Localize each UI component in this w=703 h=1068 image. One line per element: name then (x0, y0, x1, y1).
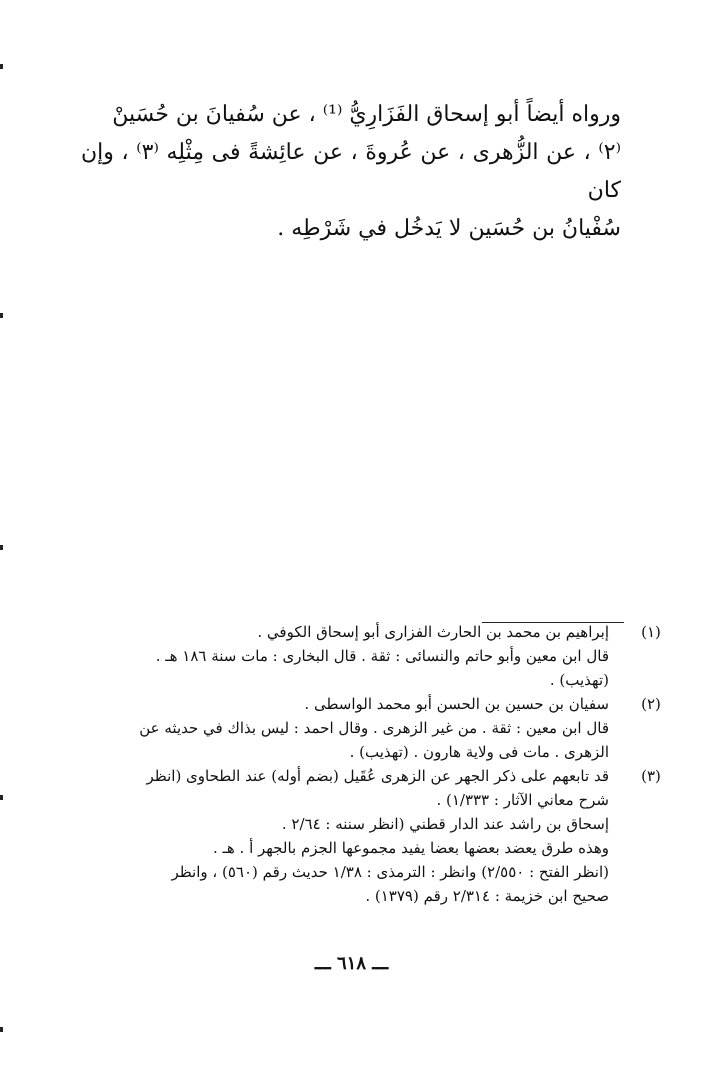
footnote-number: (٢) (641, 695, 661, 713)
footnote-line: (تهذيب) . (549, 671, 609, 689)
footnote-line: الزهرى . مات فى ولاية هارون . (تهذيب) . (349, 743, 609, 761)
scan-edge-mark (0, 64, 3, 69)
main-text-block (81, 96, 621, 248)
scan-edge-mark (0, 313, 3, 318)
scan-edge-mark (0, 545, 3, 550)
footnotes-block (89, 620, 661, 908)
footnote-line: وهذه طرق يعضد بعضها بعضا يفيد مجموعها الجزم بالجهر أ . هـ . (212, 839, 609, 857)
footnote-line: قال ابن معين : ثقة . من غير الزهرى . وقال احمد : ليس بذاك في حديثه عن (139, 719, 609, 737)
footnote-line: (انظر الفتح : ٢/٥٥٠) وانظر : الترمذى : ١/٣٨ حديث رقم (٥٦٠) ، وانظر (171, 863, 609, 881)
footnote-1 (89, 620, 661, 692)
footnote-number: (٣) (641, 767, 661, 785)
footnote-line: إسحاق بن راشد عند الدار قطني (انظر سننه : ٢/٦٤ . (281, 815, 609, 833)
footnote-line: سفيان بن حسين بن الحسن أبو محمد الواسطى . (304, 695, 609, 713)
scan-edge-mark (0, 795, 3, 800)
footnote-line: إبراهيم بن محمد بن الحارث الفزارى أبو إسحاق الكوفي . (257, 623, 609, 641)
footnote-3 (89, 764, 661, 908)
footnote-2 (89, 692, 661, 764)
page-number: ـــ ٦١٨ ـــ (314, 953, 389, 974)
main-text-line: سُفْيانُ بن حُسَين لا يَدخُل في شَرْطِه . (277, 216, 621, 241)
main-text-line: ⁽٢⁾ ، عن الزُّهرى ، عن عُروةَ ، عن عائِشةً فى مِثْلِه ⁽٣⁾ ، وإن كان (81, 140, 621, 203)
footnote-line: صحيح ابن خزيمة : ٢/٣١٤ رقم (١٣٧٩) . (365, 887, 609, 905)
footnote-line: قد تابعهم على ذكر الجهر عن الزهرى عُقَيل (بضم أوله) عند الطحاوى (انظر (146, 767, 609, 785)
main-text-line: ورواه أيضاً أبو إسحاق الفَزَارِيُّ ⁽¹⁾ ، عن سُفيانَ بن حُسَينْ (112, 102, 621, 127)
footnote-line: قال ابن معين وأبو حاتم والنسائى : ثقة . قال البخارى : مات سنة ١٨٦ هـ . (155, 647, 609, 665)
footnote-number: (١) (641, 623, 661, 641)
scan-edge-mark (0, 1027, 3, 1032)
footnote-line: شرح معاني الآثار : ١/٣٣٣) . (436, 791, 609, 809)
